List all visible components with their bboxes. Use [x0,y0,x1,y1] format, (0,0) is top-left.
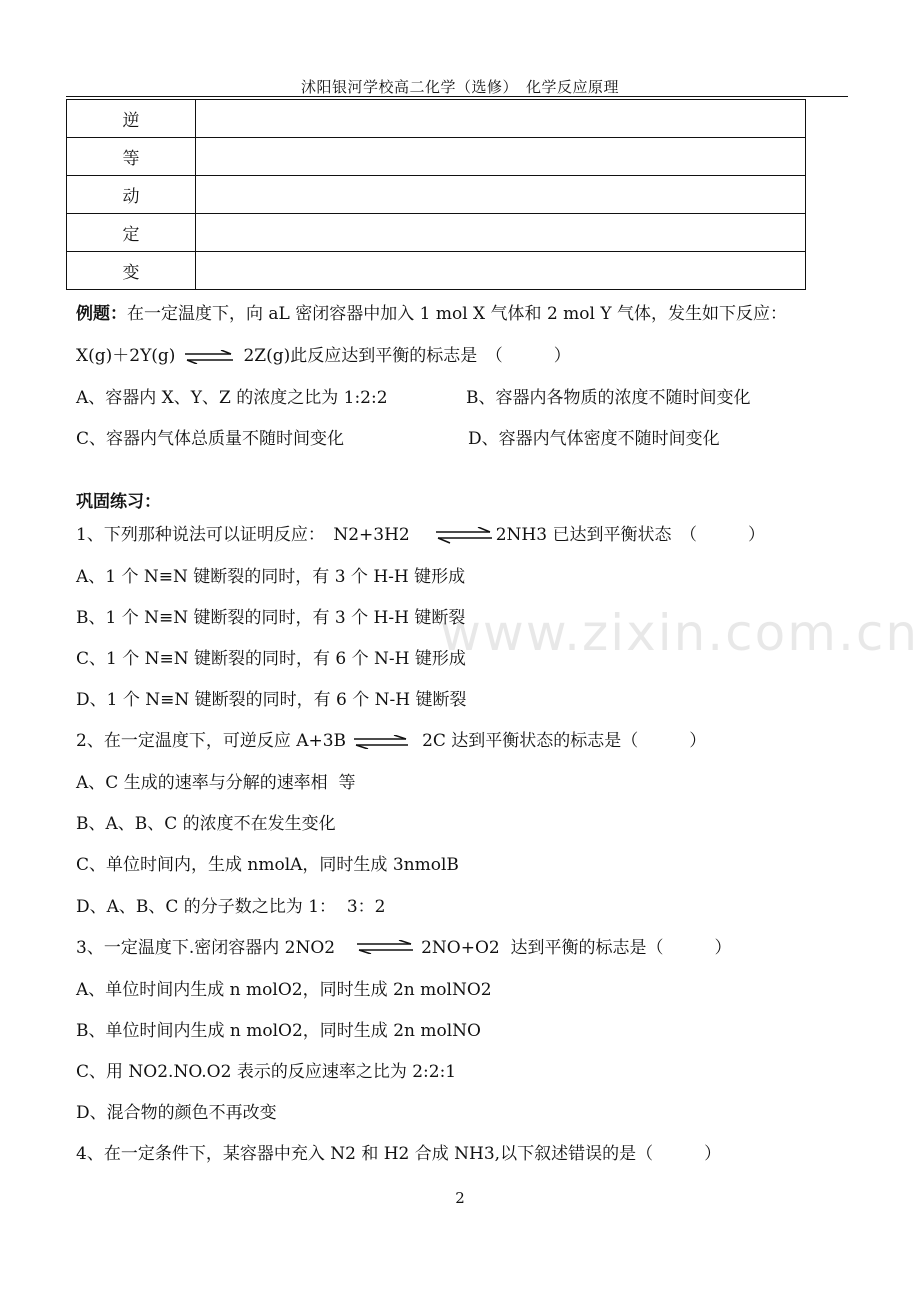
table-row [67,252,806,290]
feature-value [196,138,806,176]
example-products: 2Z(g)此反应达到平衡的标志是 （ ） [243,346,571,366]
example-option-a: A、容器内 X、Y、Z 的浓度之比为 1:2:2 [76,388,388,408]
feature-value [196,176,806,214]
q3-stem-right: 2NO+O2 达到平衡的标志是（ ） [421,938,732,958]
q2-stem-right: 2C 达到平衡状态的标志是（ ） [422,731,707,751]
feature-key: 定 [67,214,196,252]
practice-title: 巩固练习： [76,492,161,512]
table-row [67,138,806,176]
q2-stem-left: 2、在一定温度下，可逆反应 A+3B [76,731,347,751]
q2-option-c: C、单位时间内，生成 nmolA，同时生成 3nmolB [76,855,459,875]
example-option-c: C、容器内气体总质量不随时间变化 [76,429,345,449]
equilibrium-arrow-icon [355,940,415,954]
q1-stem-left: 1、下列那种说法可以证明反应： N2+3H2 [76,525,410,545]
q1-option-a: A、1 个 N≡N 键断裂的同时，有 3 个 H-H 键形成 [76,567,466,587]
equilibrium-arrow-icon [434,527,494,545]
feature-value [196,252,806,290]
table-row [67,214,806,252]
example-option-b: B、容器内各物质的浓度不随时间变化 [466,388,751,408]
header-rule [66,96,848,97]
feature-value [196,214,806,252]
feature-key: 等 [67,138,196,176]
q3-option-a: A、单位时间内生成 n molO2，同时生成 2n molNO2 [76,980,492,1000]
q3-option-c: C、用 NO2.NO.O2 表示的反应速率之比为 2:2:1 [76,1062,457,1082]
table-row [67,176,806,214]
q1-stem [76,527,765,545]
equilibrium-arrow-icon [352,735,410,749]
watermark: www.zixin.com.cn [440,604,920,662]
q2-option-a: A、C 生成的速率与分解的速率相 等 [76,773,356,793]
page-header: 沭阳银河学校高二化学（选修） 化学反应原理 [300,78,619,96]
example-option-d: D、容器内气体密度不随时间变化 [468,429,720,449]
q1-option-c: C、1 个 N≡N 键断裂的同时，有 6 个 N-H 键形成 [76,649,466,669]
q4-stem: 4、在一定条件下，某容器中充入 N2 和 H2 合成 NH3,以下叙述错误的是（ ） [76,1144,722,1164]
example-label: 例题： [76,304,127,324]
example-intro-line [76,306,787,323]
feature-value [196,100,806,138]
feature-key: 逆 [67,100,196,138]
q3-option-d: D、混合物的颜色不再改变 [76,1103,277,1123]
equilibrium-features-table [66,99,806,290]
q2-option-d: D、A、B、C 的分子数之比为 1： 3：2 [76,897,386,917]
q3-stem-left: 3、一定温度下.密闭容器内 2NO2 [76,938,336,958]
q2-stem [76,733,706,750]
feature-key: 变 [67,252,196,290]
equilibrium-arrow-icon [183,350,235,364]
example-equation-line [76,348,571,365]
q1-option-d: D、1 个 N≡N 键断裂的同时，有 6 个 N-H 键断裂 [76,690,467,710]
example-intro: 在一定温度下，向 aL 密闭容器中加入 1 mol X 气体和 2 mol Y 气体，发生如下反应： [127,304,788,324]
q3-stem [76,940,732,957]
q2-option-b: B、A、B、C 的浓度不在发生变化 [76,814,336,834]
q1-option-b: B、1 个 N≡N 键断裂的同时，有 3 个 H-H 键断裂 [76,608,466,628]
example-reactants: X(g)＋2Y(g) [76,346,176,366]
q1-stem-right: 2NH3 已达到平衡状态 （ ） [495,525,765,545]
feature-key: 动 [67,176,196,214]
table-row [67,100,806,138]
q3-option-b: B、单位时间内生成 n molO2，同时生成 2n molNO [76,1021,481,1041]
page-number: 2 [455,1189,465,1207]
